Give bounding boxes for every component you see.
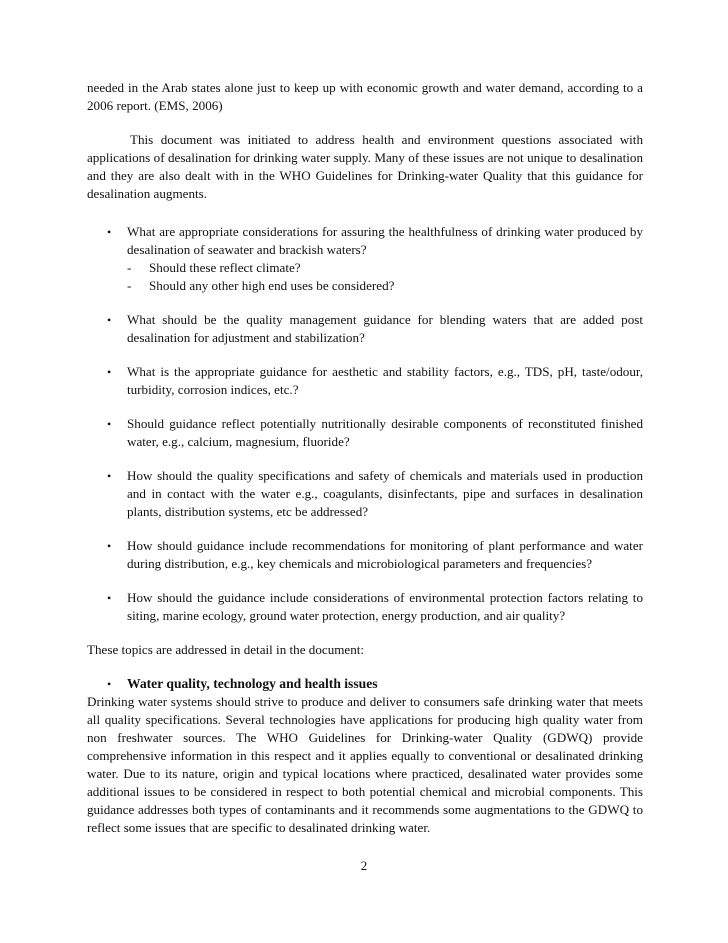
question-text: Should guidance reflect potentially nutritionally desirable components of reconstituted finished water, e.g., calcium, magnesium, fluoride? — [127, 416, 643, 449]
continuation-paragraph: needed in the Arab states alone just to keep up with economic growth and water demand, according to a 2006 report. (EMS, 2006) — [87, 80, 643, 113]
bullet-icon: • — [107, 469, 112, 483]
bullet-icon: • — [107, 591, 112, 605]
dash-icon: - — [127, 260, 132, 275]
question-item — [87, 589, 643, 625]
bullet-icon: • — [107, 365, 112, 379]
topic-heading — [87, 675, 643, 693]
question-text: How should the guidance include considerations of environmental protection factors relating to siting, marine ecology, ground water protection, energy production, and air quality? — [127, 590, 643, 623]
dash-icon: - — [127, 278, 132, 293]
sub-question-text: Should these reflect climate? — [149, 260, 301, 275]
topics-intro: These topics are addressed in detail in the document: — [87, 642, 365, 657]
sub-question-list — [127, 259, 643, 295]
question-item — [87, 223, 643, 295]
bullet-icon: • — [107, 417, 112, 431]
bullet-icon: • — [107, 539, 112, 553]
question-text: How should the quality specifications and safety of chemicals and materials used in production and in contact with the water e.g., coagulants, disinfectants, pipe and surfaces in desalination plants, distribution systems, etc be addressed? — [127, 468, 643, 519]
question-item — [87, 537, 643, 573]
topic-heading-text: Water quality, technology and health issues — [127, 676, 378, 691]
sub-question-item — [127, 259, 643, 277]
sub-question-text: Should any other high end uses be considered? — [149, 278, 395, 293]
question-item — [87, 415, 643, 451]
question-item — [87, 363, 643, 399]
question-text: What are appropriate considerations for assuring the healthfulness of drinking water produced by desalination of seawater and brackish waters? — [127, 224, 643, 257]
question-text: What is the appropriate guidance for aesthetic and stability factors, e.g., TDS, pH, taste/odour, turbidity, corrosion indices, etc.? — [127, 364, 643, 397]
page-number: 2 — [360, 858, 368, 873]
sub-question-item — [127, 277, 643, 295]
question-item — [87, 467, 643, 521]
bullet-icon: • — [107, 677, 112, 691]
intro-paragraph: This document was initiated to address health and environment questions associated with applications of desalination for drinking water supply. Many of these issues are not unique to desalination and they are also dealt with in the WHO Guidelines for Drinking-water Quality that this guidance for desalination augments. — [87, 132, 643, 201]
bullet-icon: • — [107, 225, 112, 239]
bullet-icon: • — [107, 313, 112, 327]
question-text: What should be the quality management guidance for blending waters that are added post desalination for adjustment and stabilization? — [127, 312, 643, 345]
questions-list — [87, 223, 643, 625]
question-item — [87, 311, 643, 347]
document-page — [87, 79, 643, 837]
question-text: How should guidance include recommendations for monitoring of plant performance and water during distribution, e.g., key chemicals and microbiological parameters and frequencies? — [127, 538, 643, 571]
topic-body-paragraph: Drinking water systems should strive to produce and deliver to consumers safe drinking water that meets all quality specifications. Several technologies have applications for producing high quality water from non freshwater sources. The WHO Guidelines for Drinking-water Quality (GDWQ) provide comprehensive information in this respect and it applies equally to conventional or desalinated drinking water. Due to its nature, origin and typical locations where practiced, desalinated water provides some additional issues to be considered in respect to both potential chemical and microbial components. This guidance addresses both types of contaminants and it recommends some augmentations to the GDWQ to reflect some issues that are specific to desalinated drinking water. — [87, 694, 643, 835]
